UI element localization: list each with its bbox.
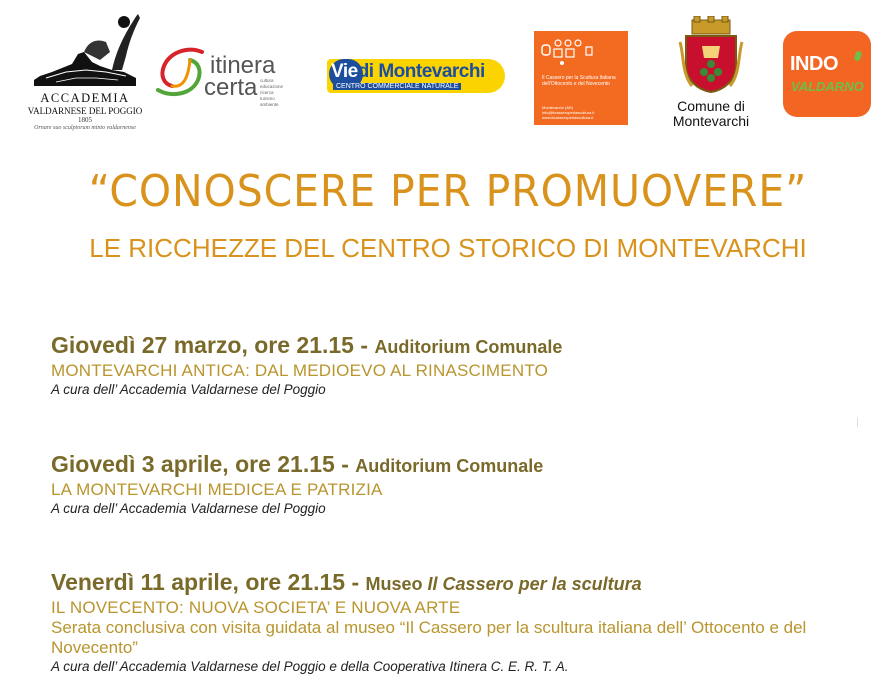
reclining-figure-icon xyxy=(26,12,144,90)
itinera-swirl-icon xyxy=(152,44,208,100)
comune-line1: Comune di xyxy=(677,98,745,114)
itinera-tagline: cultura educazione ricerca turismo ambiente xyxy=(260,78,284,107)
vie-di-montevarchi-logo xyxy=(327,55,509,97)
event-header xyxy=(51,331,851,361)
sponsor-logos xyxy=(0,0,896,140)
event-venue: Auditorium Comunale xyxy=(355,456,544,476)
event-organizer: A cura dell’ Accademia Valdarnese del Poggio e della Cooperativa Itinera C. E. R. T. A. xyxy=(51,659,569,674)
event-title: MONTEVARCHI ANTICA: DAL MEDIOEVO AL RINASCIMENTO xyxy=(51,361,549,380)
coat-of-arms-icon xyxy=(678,16,744,94)
event-separator: - xyxy=(353,332,375,358)
itinera-certa-logo xyxy=(152,44,312,114)
event-separator: - xyxy=(334,451,356,477)
page-subtitle: LE RICCHEZZE DEL CENTRO STORICO DI MONTEVARCHI xyxy=(89,233,807,263)
indo-text: INDO xyxy=(790,53,838,75)
divider-mark xyxy=(857,418,858,427)
event-title: LA MONTEVARCHI MEDICEA E PATRIZIA xyxy=(51,480,383,499)
comune-montevarchi-logo xyxy=(656,16,766,129)
indo-valdarno-logo xyxy=(783,31,871,117)
event-3 xyxy=(51,568,851,676)
cassero-text: Il Cassero per la Scultura Italiana dell'Ottocento e del Novecento xyxy=(542,75,616,87)
cassero-contact: Montevarchi (AR) info@ilcasseroperlascultura.it www.ilcasseroperlascultura.it xyxy=(542,105,595,120)
certa-word: certa xyxy=(204,74,258,101)
vie-logo-text: Viedi Montevarchi xyxy=(331,61,485,82)
accademia-year: 1805 xyxy=(78,116,92,124)
event-description: Serata conclusiva con visita guidata al museo “Il Cassero per la scultura italiana dell’ Ottocento e del Novecento” xyxy=(51,618,807,657)
event-date: Giovedì 3 aprile, ore 21.15 xyxy=(51,451,335,477)
event-title: IL NOVECENTO: NUOVA SOCIETA’ E NUOVA ARTE xyxy=(51,598,461,617)
event-2 xyxy=(51,450,851,518)
itinera-word: itinera xyxy=(210,52,276,79)
event-separator: - xyxy=(345,569,366,595)
accademia-name: ACCADEMIA xyxy=(40,91,130,105)
vie-tagline: CENTRO COMMERCIALE NATURALE xyxy=(333,83,461,90)
cassero-mark-icon xyxy=(540,37,600,67)
valdarno-text: VALDARNO xyxy=(791,79,864,94)
accademia-motto: Ornare suo sculptorum minto valdarnense xyxy=(34,125,136,131)
event-header xyxy=(51,568,851,598)
event-date: Giovedì 27 marzo, ore 21.15 xyxy=(51,332,354,358)
event-venue: Auditorium Comunale xyxy=(374,337,563,357)
event-1 xyxy=(51,331,851,399)
event-organizer: A cura dell’ Accademia Valdarnese del Poggio xyxy=(51,501,326,516)
comune-line2: Montevarchi xyxy=(672,113,750,129)
event-organizer: A cura dell’ Accademia Valdarnese del Poggio xyxy=(51,382,326,397)
accademia-logo xyxy=(24,12,146,130)
accademia-subname: VALDARNESE DEL POGGIO xyxy=(27,106,143,116)
page-title: “CONOSCERE PER PROMUOVERE” xyxy=(88,166,808,217)
event-date: Venerdì 11 aprile, ore 21.15 xyxy=(51,569,346,595)
event-venue: Museo Il Cassero per la scultura xyxy=(365,574,642,594)
cassero-logo xyxy=(534,31,628,125)
event-header xyxy=(51,450,851,480)
indo-accent-mark xyxy=(853,50,862,61)
